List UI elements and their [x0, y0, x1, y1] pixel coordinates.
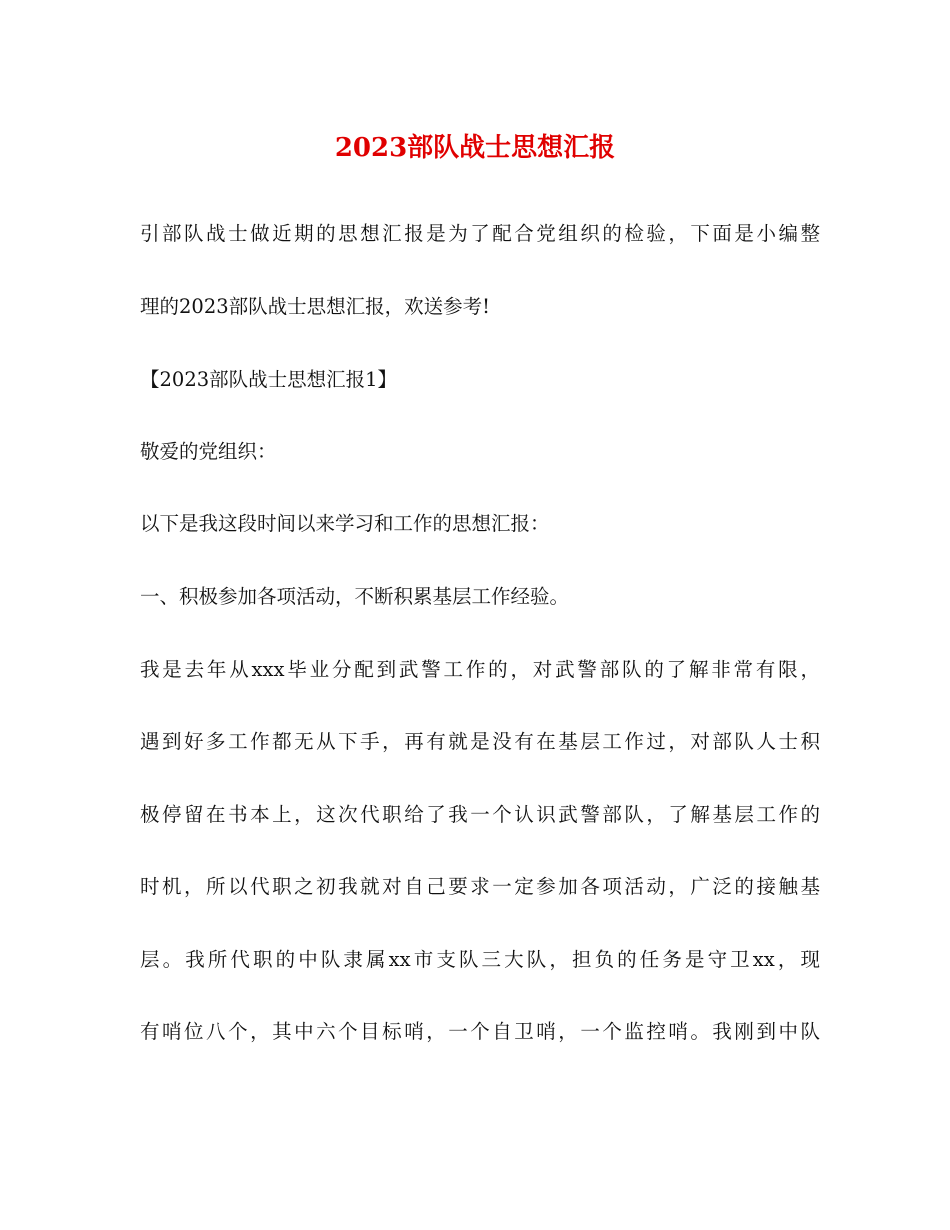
salutation: 敬爱的党组织： [140, 440, 277, 463]
paragraph-line: 我是去年从xxx毕业分配到武警工作的，对武警部队的了解非常有限， [140, 658, 820, 681]
paragraph-line: 极停留在书本上，这次代职给了我一个认识武警部队，了解基层工作的 [140, 803, 820, 826]
paragraph-line: 层。我所代职的中队隶属xx市支队三大队，担负的任务是守卫xx，现 [140, 948, 820, 971]
paragraph-line: 以下是我这段时间以来学习和工作的思想汇报： [140, 512, 550, 535]
document-title: 2023部队战士思想汇报 [334, 133, 616, 163]
subheading: 一、积极参加各项活动，不断积累基层工作经验。 [140, 585, 570, 608]
paragraph-line: 理的2023部队战士思想汇报，欢送参考! [140, 295, 490, 318]
paragraph-line: 有哨位八个，其中六个目标哨，一个自卫哨，一个监控哨。我刚到中队 [140, 1020, 820, 1043]
paragraph-line: 引部队战士做近期的思想汇报是为了配合党组织的检验，下面是小编整 [140, 222, 820, 245]
paragraph-line: 遇到好多工作都无从下手，再有就是没有在基层工作过，对部队人士积 [140, 730, 820, 753]
paragraph-line: 时机，所以代职之初我就对自己要求一定参加各项活动，广泛的接触基 [140, 875, 820, 898]
section-heading: 【2023部队战士思想汇报1】 [140, 368, 398, 391]
